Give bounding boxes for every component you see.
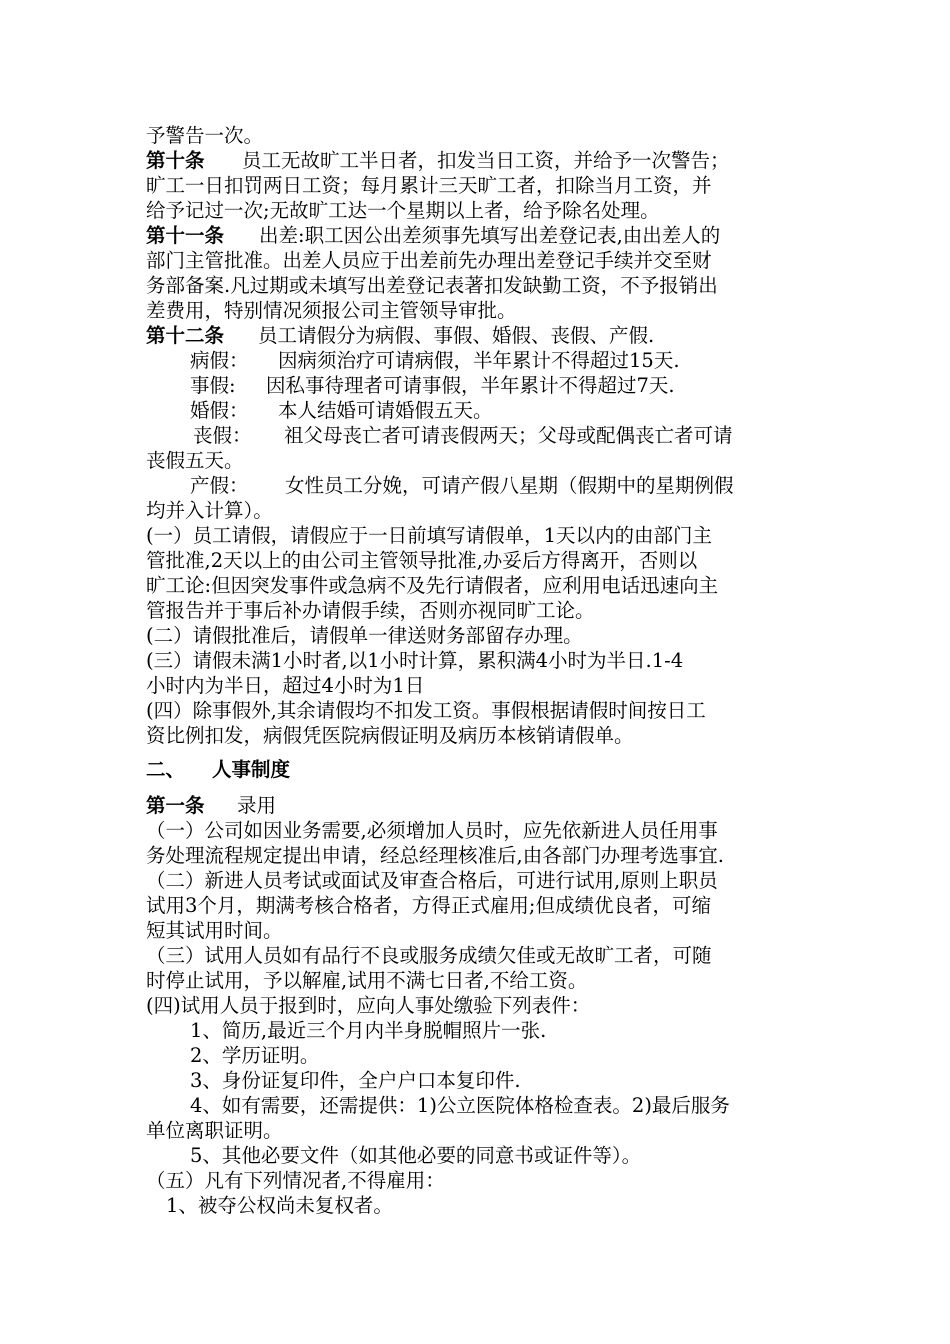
leave-funeral [193,424,733,448]
leave-text: 因病须治疗可请病假，半年累计不得超过15天. [278,349,680,372]
text-line: (二）请假批准后，请假单一律送财务部留存办理。 [146,624,583,647]
list-item: 2、学历证明。 [190,1044,320,1067]
text-line: 员工请假分为病假、事假、婚假、丧假、产假. [258,324,655,347]
text-line: 出差:职工因公出差须事先填写出差登记表,由出差人的 [259,224,721,247]
text-line: （二）新进人员考试或面试及审查合格后，可进行试用,原则上职员 [146,869,718,892]
section-heading [146,758,291,782]
text-line: (四）除事假外,其余请假均不扣发工资。事假根据请假时间按日工 [146,699,706,722]
section-title: 人事制度 [212,758,291,781]
leave-label: 产假： [190,474,249,497]
leave-text: 本人结婚可请婚假五天。 [278,399,493,422]
text-line: 旷工论:但因突发事件或急病不及先行请假者，应利用电话迅速向主 [146,574,719,597]
text-line: 管批准,2天以上的由公司主管领导批准,办妥后方得离开，否则以 [146,549,698,572]
text-line: 给予记过一次;无故旷工达一个星期以上者，给予除名处理。 [146,199,660,222]
article-10-line [146,149,730,173]
article-label: 第十二条 [146,324,225,347]
text-line: 部门主管批准。出差人员应于出差前先办理出差登记手续并交至财 [146,249,712,272]
text-line: (一）员工请假，请假应于一日前填写请假单，1天以内的由部门主 [146,524,713,547]
leave-personal [190,374,675,398]
text-line: （三）试用人员如有品行不良或服务成绩欠佳或无故旷工者，可随 [146,944,712,967]
leave-text: 因私事待理者可请事假，半年累计不得超过7天. [266,374,675,397]
list-item: 5、其他必要文件（如其他必要的同意书或证件等）。 [190,1144,642,1167]
leave-text: 女性员工分娩，可请产假八星期（假期中的星期例假 [285,474,734,497]
text-line: 管报告并于事后补办请假手续，否则亦视同旷工论。 [146,599,595,622]
text-line: 单位离职证明。 [146,1119,283,1142]
text-line: （五）凡有下列情况者,不得雇用： [146,1169,445,1192]
article-label: 第十一条 [146,224,225,247]
text-line: 时停止试用，予以解雇,试用不满七日者,不给工资。 [146,969,588,992]
leave-label: 病假： [190,349,249,372]
article-12-line [146,324,655,348]
article-label: 第十条 [146,149,205,172]
leave-label: 婚假： [190,399,249,422]
text-line: 务部备案.凡过期或未填写出差登记表著扣发缺勤工资，不予报销出 [146,274,718,297]
text-line: 试用3个月，期满考核合格者，方得正式雇用;但成绩优良者，可缩 [146,894,711,917]
list-item: 1、简历,最近三个月内半身脱帽照片一张. [190,1019,547,1042]
leave-sick [190,349,680,373]
leave-maternity [190,474,734,498]
text-line: 丧假五天。 [146,449,244,472]
text-line: 员工无故旷工半日者，扣发当日工资，并给予一次警告； [242,149,730,172]
article-label: 第一条 [146,794,205,817]
text-line: 予警告一次。 [146,124,264,147]
text-line: (四)试用人员于报到时，应向人事处缴验下列表件： [146,994,591,1017]
article-1-line [146,794,277,818]
text-line: 差费用，特别情况须报公司主管领导审批。 [146,299,517,322]
text-line: 短其试用时间。 [146,919,283,942]
text-line: （一）公司如因业务需要,必须增加人员时，应先依新进人员任用事 [146,819,718,842]
article-title: 录用 [237,794,277,817]
section-number: 二、 [146,758,186,781]
text-line: 均并入计算）。 [146,499,273,522]
leave-text: 祖父母丧亡者可请丧假两天；父母或配偶丧亡者可请 [284,424,733,447]
list-item: 4、如有需要，还需提供：1)公立医院体格检查表。2)最后服务 [190,1094,730,1117]
text-line: 务处理流程规定提出申请，经总经理核准后,由各部门办理考选事宜. [146,844,724,867]
article-11-line [146,224,721,248]
leave-label: 丧假： [193,424,252,447]
list-item: 1、被夺公权尚未复权者。 [166,1194,393,1217]
text-line: (三）请假未满1小时者,以1小时计算，累积满4小时为半日.1-4 [146,649,684,672]
leave-marriage [190,399,493,423]
text-line: 资比例扣发，病假凭医院病假证明及病历本核销请假单。 [146,724,634,747]
list-item: 3、身份证复印件，全户户口本复印件. [190,1069,521,1092]
leave-label: 事假: [190,374,236,397]
text-line: 旷工一日扣罚两日工资；每月累计三天旷工者，扣除当月工资，并 [146,174,712,197]
text-line: 小时内为半日，超过4小时为1日 [146,674,425,697]
